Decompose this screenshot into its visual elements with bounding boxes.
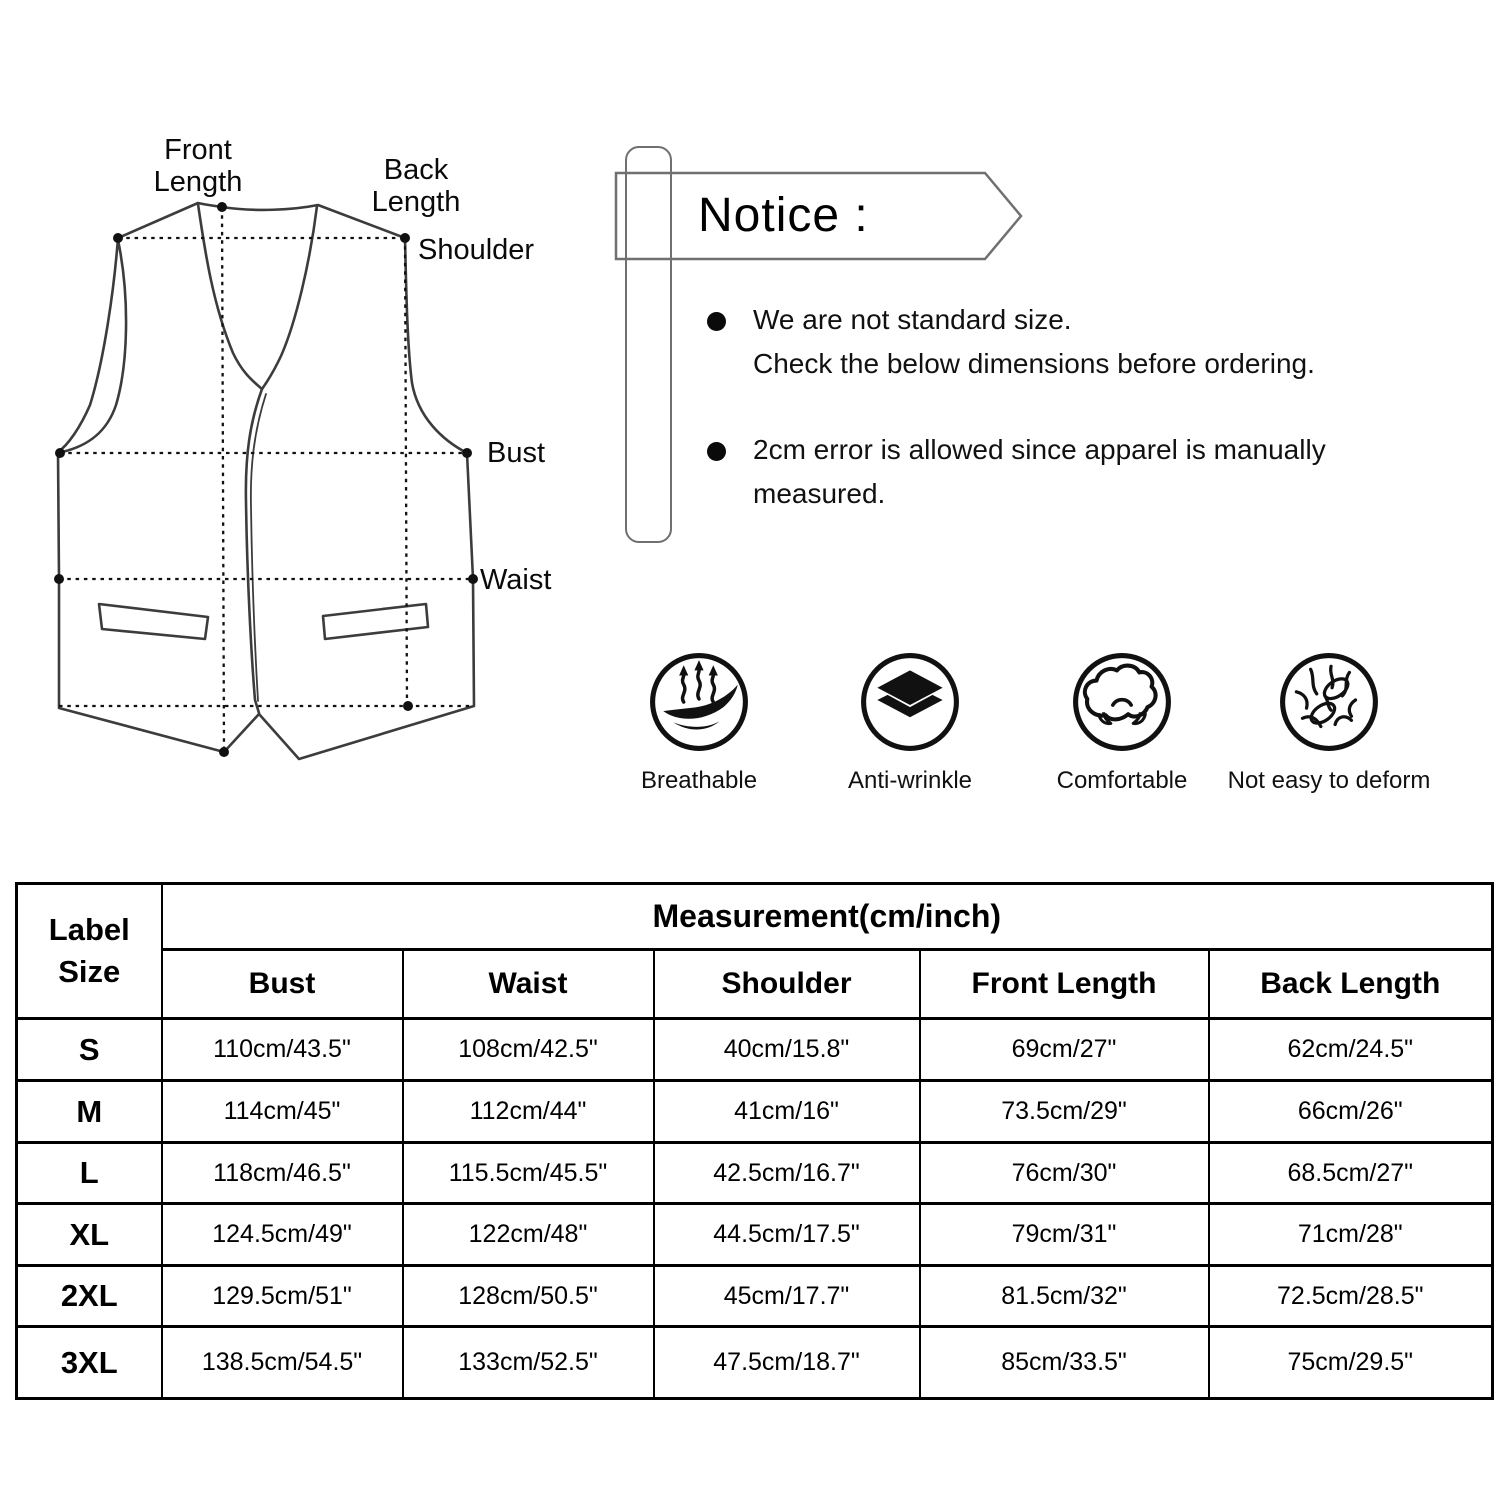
notice-line: We are not standard size.: [753, 304, 1072, 335]
feature-anti-wrinkle: [800, 651, 1020, 795]
feature-comfortable: [1012, 651, 1232, 795]
table-cell: 115.5cm/45.5": [403, 1143, 654, 1204]
back-length-label: Length: [371, 186, 461, 218]
table-cell: 40cm/15.8": [654, 1019, 920, 1081]
table-cell: 41cm/16": [654, 1081, 920, 1143]
table-cell: 81.5cm/32": [920, 1266, 1209, 1327]
front-length-line: [222, 207, 224, 752]
table-cell: 66cm/26": [1209, 1081, 1493, 1143]
measurement-dots: [54, 202, 478, 757]
feature-label: Not easy to deform: [1227, 767, 1431, 794]
table-cell: 45cm/17.7": [654, 1266, 920, 1327]
bust-label: Bust: [487, 437, 546, 469]
table-cell: 114cm/45": [162, 1081, 403, 1143]
table-cell: 71cm/28": [1209, 1204, 1493, 1266]
comfortable-icon: [1071, 651, 1173, 753]
notice-bullet-1: [753, 298, 1413, 386]
table-cell: 85cm/33.5": [920, 1327, 1209, 1399]
size-label: L: [17, 1143, 162, 1204]
table-row-xl: [17, 1204, 1493, 1266]
vest-measurement-diagram: [0, 0, 600, 820]
anti-wrinkle-icon: [859, 651, 961, 753]
bullet-dot: [707, 312, 726, 331]
size-measurement-table: [15, 882, 1494, 1400]
table-cell: 133cm/52.5": [403, 1327, 654, 1399]
front-length-label: Front: [164, 134, 232, 166]
label-size-header: [17, 884, 162, 1019]
vest-pocket-right: [323, 604, 428, 639]
table-cell: 138.5cm/54.5": [162, 1327, 403, 1399]
table-cell: 124.5cm/49": [162, 1204, 403, 1266]
table-cell: 112cm/44": [403, 1081, 654, 1143]
back-length-label: Back: [383, 154, 449, 186]
table-row-2xl: [17, 1266, 1493, 1327]
label-size-line: Size: [58, 954, 121, 989]
table-cell: 62cm/24.5": [1209, 1019, 1493, 1081]
table-cell: 44.5cm/17.5": [654, 1204, 920, 1266]
feature-breathable: [589, 651, 809, 795]
table-cell: 72.5cm/28.5": [1209, 1266, 1493, 1327]
table-cell: 69cm/27": [920, 1019, 1209, 1081]
notice-bullet-2: [753, 428, 1413, 516]
column-header-shoulder: Shoulder: [654, 950, 920, 1019]
table-cell: 79cm/31": [920, 1204, 1209, 1266]
vest-pocket-left: [99, 604, 208, 639]
shoulder-label: Shoulder: [418, 234, 535, 266]
feature-label: Comfortable: [1056, 767, 1188, 794]
table-cell: 42.5cm/16.7": [654, 1143, 920, 1204]
table-cell: 108cm/42.5": [403, 1019, 654, 1081]
waist-label: Waist: [480, 564, 552, 596]
notice-line: Check the below dimensions before ordering.: [753, 348, 1315, 379]
size-label: XL: [17, 1204, 162, 1266]
front-length-label: Length: [153, 166, 243, 198]
table-cell: 73.5cm/29": [920, 1081, 1209, 1143]
table-cell: 110cm/43.5": [162, 1019, 403, 1081]
table-cell: 68.5cm/27": [1209, 1143, 1493, 1204]
table-row-l: [17, 1143, 1493, 1204]
vest-armhole-left: [62, 240, 126, 452]
size-label: S: [17, 1019, 162, 1081]
vest-neckline-left: [198, 204, 262, 389]
column-header-front-length: Front Length: [920, 950, 1209, 1019]
notice-line: measured.: [753, 478, 886, 509]
table-row-3xl: [17, 1327, 1493, 1399]
feature-label: Breathable: [640, 767, 758, 794]
size-label: M: [17, 1081, 162, 1143]
table-cell: 76cm/30": [920, 1143, 1209, 1204]
table-row-m: [17, 1081, 1493, 1143]
column-header-waist: Waist: [403, 950, 654, 1019]
table-cell: 47.5cm/18.7": [654, 1327, 920, 1399]
bullet-dot: [707, 442, 726, 461]
feature-not-easy-to-deform: [1219, 651, 1439, 795]
notice-line: 2cm error is allowed since apparel is manually: [753, 434, 1326, 465]
vest-front-opening-inner: [251, 394, 266, 701]
size-label: 2XL: [17, 1266, 162, 1327]
breathable-icon: [648, 651, 750, 753]
label-size-line: Label: [48, 912, 130, 947]
size-label: 3XL: [17, 1327, 162, 1399]
table-cell: 122cm/48": [403, 1204, 654, 1266]
feature-label: Anti-wrinkle: [847, 767, 973, 794]
table-cell: 129.5cm/51": [162, 1266, 403, 1327]
vest-neckline-right: [262, 206, 317, 389]
column-header-bust: Bust: [162, 950, 403, 1019]
vest-front-opening: [246, 389, 262, 713]
column-header-back-length: Back Length: [1209, 950, 1493, 1019]
table-cell: 75cm/29.5": [1209, 1327, 1493, 1399]
table-row-s: [17, 1019, 1493, 1081]
notice-title: Notice :: [698, 189, 869, 242]
measurement-dashed-lines: [59, 207, 474, 752]
vest-outline: [58, 203, 474, 759]
measurement-group-header: Measurement(cm/inch): [162, 884, 1493, 950]
table-cell: 118cm/46.5": [162, 1143, 403, 1204]
not-easy-to-deform-icon: [1278, 651, 1380, 753]
table-cell: 128cm/50.5": [403, 1266, 654, 1327]
